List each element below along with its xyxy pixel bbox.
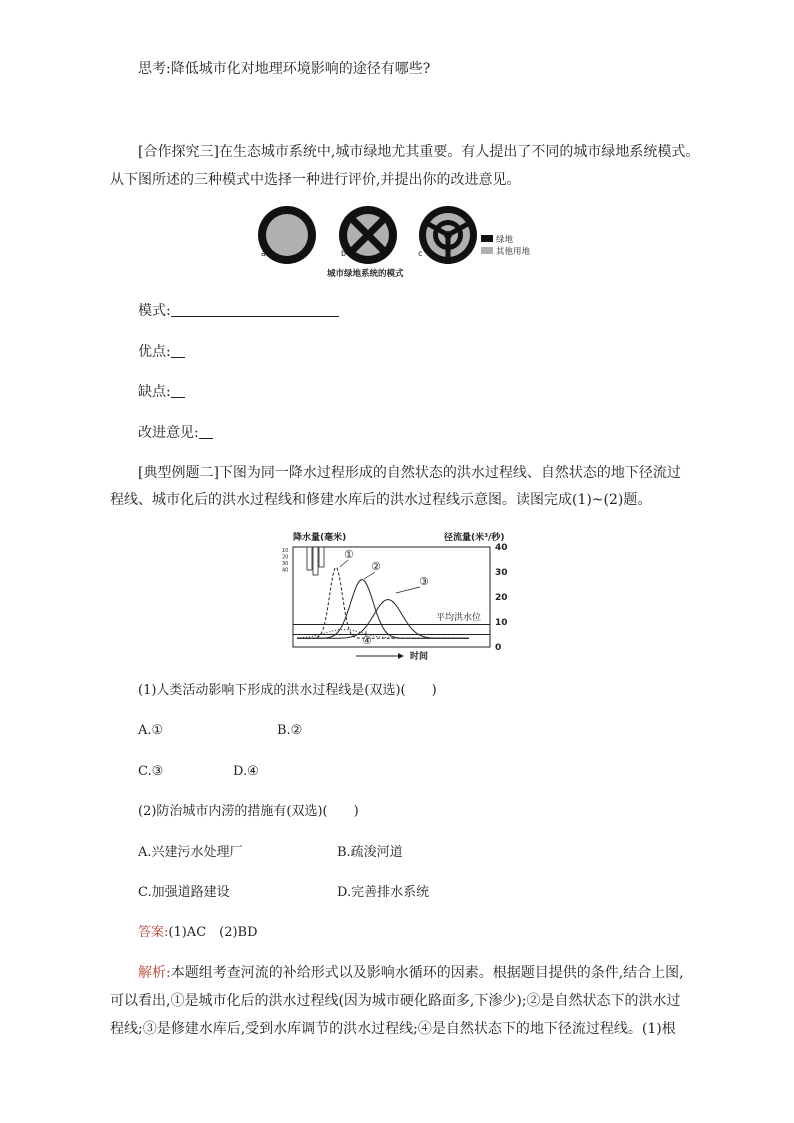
rainfall-bar-2 bbox=[319, 547, 324, 567]
left-tick-labels bbox=[282, 548, 288, 574]
right-tick-label-2: 20 bbox=[495, 593, 508, 603]
left-tick-label-2: 30 bbox=[282, 561, 289, 567]
analysis-line3: 程线;③是修建水库后,受到水库调节的洪水过程线;④是自然状态下的地下径流过程线。(1)根 bbox=[110, 1021, 676, 1037]
analysis-text-1: 本题组考查河流的补给形式以及影响水循环的因素。根据题目提供的条件,结合上图, bbox=[170, 965, 684, 981]
marker-leader-0 bbox=[340, 560, 348, 567]
right-tick-label-1: 10 bbox=[495, 618, 508, 628]
curve-marker-3: ③ bbox=[419, 575, 429, 588]
q1-stem: (1)人类活动影响下形成的洪水过程线是(双选)( ) bbox=[138, 683, 437, 698]
answer-label: 答案: bbox=[138, 925, 169, 940]
advantage-blank[interactable] bbox=[171, 343, 185, 358]
curve-marker-1: ① bbox=[344, 548, 354, 561]
q1-option-c[interactable]: C.③ bbox=[138, 764, 164, 779]
analysis-line1 bbox=[138, 963, 684, 983]
figure-caption: 城市绿地系统的模式 bbox=[327, 269, 404, 279]
x-axis-label: 时间 bbox=[410, 652, 429, 662]
curve-marker-2: ② bbox=[371, 560, 381, 573]
right-tick-label-0: 0 bbox=[495, 643, 502, 653]
curve-4 bbox=[297, 630, 469, 639]
analysis-line2: 可以看出,①是城市化后的洪水过程线(因为城市硬化路面多,下渗少);②是自然状态下的洪水过 bbox=[110, 993, 681, 1009]
mode-field bbox=[138, 301, 339, 321]
marker-leader-2 bbox=[396, 587, 420, 593]
left-tick-label-3: 40 bbox=[282, 567, 289, 574]
answer-text: (1)AC (2)BD bbox=[168, 925, 258, 940]
q2-option-c[interactable]: C.加强道路建设 bbox=[138, 885, 230, 900]
advantage-field bbox=[138, 342, 185, 362]
q2-option-a[interactable]: A.兴建污水处理厂 bbox=[138, 845, 243, 860]
mode-a-label: a bbox=[261, 249, 266, 258]
mode-b-label: b bbox=[341, 249, 347, 258]
coop-paragraph-line1: [合作探究三]在生态城市系统中,城市绿地尤其重要。有人提出了不同的城市绿地系统模式。 bbox=[138, 144, 700, 160]
mode-blank[interactable] bbox=[171, 302, 339, 317]
example-line1: [典型例题二]下图为同一降水过程形成的自然状态的洪水过程线、自然状态的地下径流过 bbox=[138, 465, 681, 481]
marker-leader-1 bbox=[364, 572, 375, 579]
mode-c-label: c bbox=[418, 249, 423, 258]
q2-option-d[interactable]: D.完善排水系统 bbox=[337, 885, 430, 900]
flood-hydrograph-chart bbox=[280, 527, 516, 663]
left-tick-label-0: 10 bbox=[282, 548, 289, 554]
q1-option-a[interactable]: A.① bbox=[138, 723, 164, 738]
rainfall-bars bbox=[307, 547, 324, 575]
analysis-label: 解析: bbox=[138, 965, 171, 981]
right-tick-labels bbox=[495, 543, 508, 653]
mode-c-pattern bbox=[419, 206, 477, 264]
mode-b-pattern bbox=[339, 206, 397, 264]
flood-curves bbox=[297, 568, 469, 638]
time-arrow-head bbox=[398, 653, 404, 659]
legend-other-swatch bbox=[481, 247, 493, 254]
mode-a-core bbox=[266, 214, 308, 256]
right-tick-label-4: 40 bbox=[495, 543, 508, 553]
q1-option-b[interactable]: B.② bbox=[277, 723, 303, 738]
disadvantage-label: 缺点: bbox=[138, 384, 171, 400]
improve-label: 改进意见: bbox=[138, 425, 199, 441]
rainfall-bar-1 bbox=[313, 547, 318, 575]
green-space-figure bbox=[255, 204, 545, 282]
right-tick-label-3: 30 bbox=[495, 568, 508, 578]
legend-other-text: 其他用地 bbox=[496, 247, 531, 257]
advantage-label: 优点: bbox=[138, 344, 171, 360]
answer-line bbox=[138, 923, 258, 943]
legend-green-swatch bbox=[481, 235, 493, 242]
improve-blank[interactable] bbox=[199, 424, 213, 439]
q1-option-d[interactable]: D.④ bbox=[233, 764, 259, 779]
left-axis-label: 降水量(毫米) bbox=[293, 533, 347, 543]
right-axis-label: 径流量(米³/秒) bbox=[444, 533, 505, 543]
think-question: 思考:降低城市化对地理环境影响的途径有哪些? bbox=[138, 61, 431, 77]
curve-marker-4: ④ bbox=[362, 634, 372, 647]
left-tick-label-1: 20 bbox=[282, 554, 289, 561]
legend-green-text: 绿地 bbox=[496, 235, 514, 245]
example-line2: 程线、城市化后的洪水过程线和修建水库后的洪水过程线示意图。读图完成(1)~(2)题。 bbox=[110, 492, 652, 508]
disadvantage-blank[interactable] bbox=[171, 383, 185, 398]
avg-flood-label: 平均洪水位 bbox=[436, 613, 482, 623]
q2-stem: (2)防治城市内涝的措施有(双选)( ) bbox=[138, 804, 359, 819]
rainfall-bar-0 bbox=[307, 547, 312, 570]
coop-paragraph-line2: 从下图所述的三种模式中选择一种进行评价,并提出你的改进意见。 bbox=[110, 172, 521, 188]
q2-option-b[interactable]: B.疏浚河道 bbox=[337, 845, 403, 860]
disadvantage-field bbox=[138, 382, 185, 402]
mode-label: 模式: bbox=[138, 303, 171, 319]
improve-field bbox=[138, 423, 213, 443]
